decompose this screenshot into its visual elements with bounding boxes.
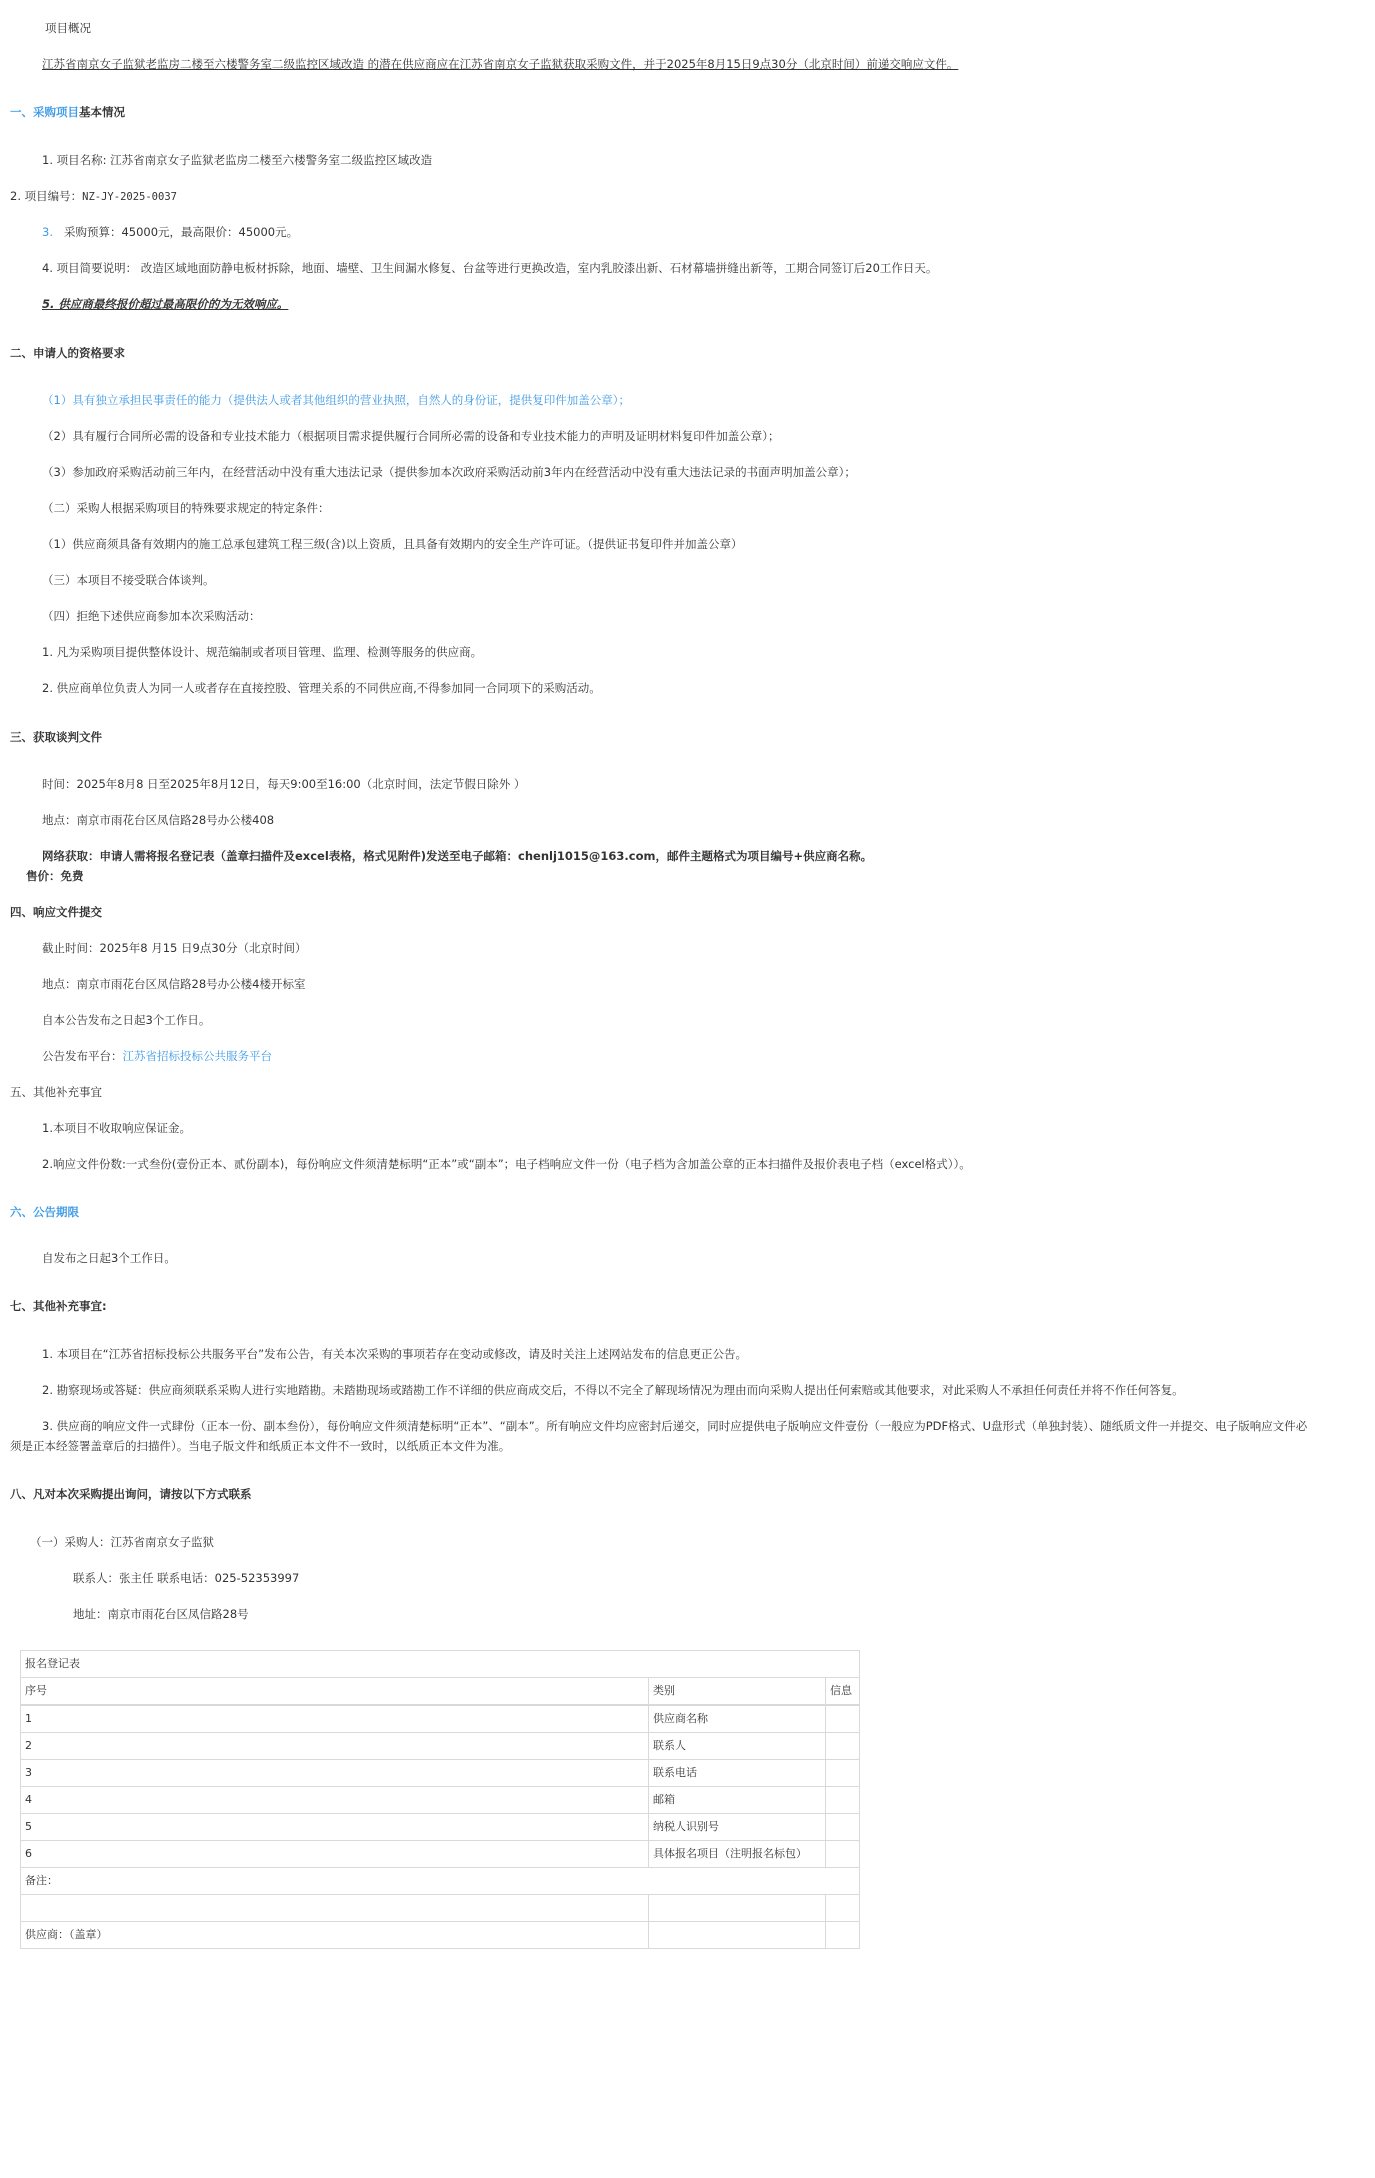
other-item: 须是正本经签署盖章后的扫描件）。当电子版文件和纸质正本文件不一致时，以纸质正本文件为准。 — [10, 1439, 511, 1453]
empty-cell — [826, 1922, 860, 1949]
project-code-value: NZ-JY-2025-0037 — [82, 191, 177, 203]
row-info[interactable] — [826, 1841, 860, 1868]
empty-cell — [649, 1922, 826, 1949]
qualification-item: （1）供应商须具备有效期内的施工总承包建筑工程三级(含)以上资质，且具备有效期内的安全生产许可证。（提供证书复印件并加盖公章） — [42, 537, 743, 551]
submit-place: 地点：南京市雨花台区凤信路28号办公楼4楼开标室 — [42, 977, 306, 991]
section-5-title: 五、其他补充事宜 — [10, 1085, 102, 1099]
row-no: 3 — [21, 1760, 649, 1787]
price-limit-note: 5. 供应商最终报价超过最高限价的为无效响应。 — [42, 297, 289, 311]
qualification-item: 2. 供应商单位负责人为同一人或者存在直接控股、管理关系的不同供应商,不得参加同一合同项下的采购活动。 — [42, 681, 601, 695]
empty-cell — [21, 1895, 649, 1922]
table-row — [21, 1733, 860, 1760]
buyer-name: （一）采购人：江苏省南京女子监狱 — [30, 1535, 214, 1549]
table-row — [21, 1787, 860, 1814]
row-info[interactable] — [826, 1760, 860, 1787]
registration-table — [20, 1650, 860, 1949]
other-item: 1. 本项目在“江苏省招标投标公共服务平台”发布公告，有关本次采购的事项若存在变动或修改，请及时关注上述网站发布的信息更正公告。 — [42, 1347, 748, 1361]
row-category: 邮箱 — [649, 1787, 826, 1814]
remark-label: 备注： — [21, 1868, 860, 1895]
row-info[interactable] — [826, 1733, 860, 1760]
submit-deadline: 截止时间：2025年8 月15 日9点30分（北京时间） — [42, 941, 307, 955]
section-1-prefix: 一、 — [10, 105, 33, 119]
sale-price: 售价：免费 — [26, 869, 84, 883]
budget-text: 采购预算：45000元，最高限价：45000元。 — [63, 225, 299, 239]
row-info[interactable] — [826, 1787, 860, 1814]
table-caption: 报名登记表 — [21, 1651, 860, 1678]
supplement-item: 2.响应文件份数:一式叁份(壹份正本、贰份副本)，每份响应文件须清楚标明“正本”或“副本”；电子档响应文件一份（电子档为含加盖公章的正本扫描件及报价表电子档（excel格式））。 — [42, 1157, 971, 1171]
row-category: 联系电话 — [649, 1760, 826, 1787]
qualification-item: （2）具有履行合同所必需的设备和专业技术能力（根据项目需求提供履行合同所必需的设备和专业技术能力的声明及证明材料复印件加盖公章）； — [42, 429, 780, 443]
qualification-item: 1. 凡为采购项目提供整体设计、规范编制或者项目管理、监理、检测等服务的供应商。 — [42, 645, 483, 659]
section-1-suffix: 基本情况 — [79, 105, 125, 119]
supplement-item: 1.本项目不收取响应保证金。 — [42, 1121, 191, 1135]
platform-label: 公告发布平台： — [42, 1049, 123, 1063]
row-no: 4 — [21, 1787, 649, 1814]
row-info[interactable] — [826, 1814, 860, 1841]
table-row — [21, 1760, 860, 1787]
overview-heading: 项目概况 — [45, 21, 91, 35]
section-1-title — [10, 104, 125, 120]
obtain-place: 地点：南京市雨花台区凤信路28号办公楼408 — [42, 813, 275, 827]
section-3-title: 三、获取谈判文件 — [10, 730, 102, 744]
row-category: 供应商名称 — [649, 1705, 826, 1733]
platform-link[interactable]: 江苏省招标投标公共服务平台 — [122, 1049, 272, 1063]
row-no: 2 — [21, 1733, 649, 1760]
publish-platform — [42, 1048, 272, 1064]
empty-cell — [649, 1895, 826, 1922]
other-item: 2. 勘察现场或答疑：供应商须联系采购人进行实地踏勘。未踏勘现场或踏勘工作不详细的供应商成交后，不得以不完全了解现场情况为理由而向采购人提出任何索赔或其他要求，对此采购人不承担任何责任并将不作任何答复。 — [42, 1383, 1184, 1397]
table-row — [21, 1814, 860, 1841]
row-no: 6 — [21, 1841, 649, 1868]
qualification-item: （三）本项目不接受联合体谈判。 — [42, 573, 215, 587]
section-2-title: 二、申请人的资格要求 — [10, 346, 125, 360]
project-name-label: 1. 项目名称: — [42, 153, 107, 167]
row-category: 具体报名项目（注明报名标包） — [649, 1841, 826, 1868]
project-name — [42, 152, 432, 168]
buyer-address: 地址：南京市雨花台区凤信路28号 — [73, 1607, 249, 1621]
buyer-contact: 联系人：张主任 联系电话：025-52353997 — [73, 1571, 300, 1585]
section-7-title: 七、其他补充事宜: — [10, 1299, 107, 1313]
header-category: 类别 — [649, 1678, 826, 1706]
overview-intro: 江苏省南京女子监狱老监房二楼至六楼警务室二级监控区域改造 的潜在供应商应在江苏省南京女子监狱获取采购文件，并于2025年8月15日9点30分（北京时间）前递交响应文件。 — [42, 57, 959, 71]
section-8-title: 八、凡对本次采购提出询问，请按以下方式联系 — [10, 1487, 252, 1501]
project-code-label: 2. 项目编号： — [10, 189, 83, 203]
table-row — [21, 1705, 860, 1733]
row-category: 联系人 — [649, 1733, 826, 1760]
procurement-project-link[interactable]: 采购项目 — [33, 105, 79, 119]
section-6-title: 六、公告期限 — [10, 1205, 79, 1219]
header-no: 序号 — [21, 1678, 649, 1706]
row-category: 纳税人识别号 — [649, 1814, 826, 1841]
qualification-item: （3）参加政府采购活动前三年内，在经营活动中没有重大违法记录（提供参加本次政府采购活动前3年内在经营活动中没有重大违法记录的书面声明加盖公章）； — [42, 465, 856, 479]
announcement-period: 自本公告发布之日起3个工作日。 — [42, 1013, 211, 1027]
project-description: 4. 项目简要说明： 改造区域地面防静电板材拆除，地面、墙壁、卫生间漏水修复、台盆等进行更换改造，室内乳胶漆出新、石材幕墙拼缝出新等，工期合同签订后20工作日天。 — [42, 261, 938, 275]
qualification-item: （二）采购人根据采购项目的特殊要求规定的特定条件： — [42, 501, 330, 515]
other-item: 3. 供应商的响应文件一式肆份（正本一份、副本叁份），每份响应文件须清楚标明“正本”、“副本”。所有响应文件均应密封后递交，同时应提供电子版响应文件壹份（一般应为PDF格式、U盘形式（单独封装）、随纸质文件一并提交、电子版响应文件必 — [42, 1419, 1308, 1433]
qualification-item: （1）具有独立承担民事责任的能力（提供法人或者其他组织的营业执照，自然人的身份证，提供复印件加盖公章）； — [42, 393, 631, 407]
online-obtain: 网络获取：申请人需将报名登记表（盖章扫描件及excel表格，格式见附件)发送至电子邮箱：chenlj1015@163.com，邮件主题格式为项目编号+供应商名称。 — [42, 849, 873, 863]
announcement-term: 自发布之日起3个工作日。 — [42, 1251, 176, 1265]
row-no: 1 — [21, 1705, 649, 1733]
project-budget — [42, 224, 298, 240]
obtain-time: 时间：2025年8月8 日至2025年8月12日，每天9:00至16:00（北京时间，法定节假日除外 ） — [42, 777, 526, 791]
row-info[interactable] — [826, 1705, 860, 1733]
project-code — [10, 188, 177, 205]
header-info: 信息 — [826, 1678, 860, 1706]
empty-cell — [826, 1895, 860, 1922]
row-no: 5 — [21, 1814, 649, 1841]
supplier-seal: 供应商：（盖章） — [21, 1922, 649, 1949]
section-4-title: 四、响应文件提交 — [10, 905, 102, 919]
project-name-value: 江苏省南京女子监狱老监房二楼至六楼警务室二级监控区域改造 — [110, 153, 433, 167]
table-row — [21, 1841, 860, 1868]
qualification-item: （四）拒绝下述供应商参加本次采购活动： — [42, 609, 261, 623]
budget-number: 3. — [42, 225, 53, 239]
